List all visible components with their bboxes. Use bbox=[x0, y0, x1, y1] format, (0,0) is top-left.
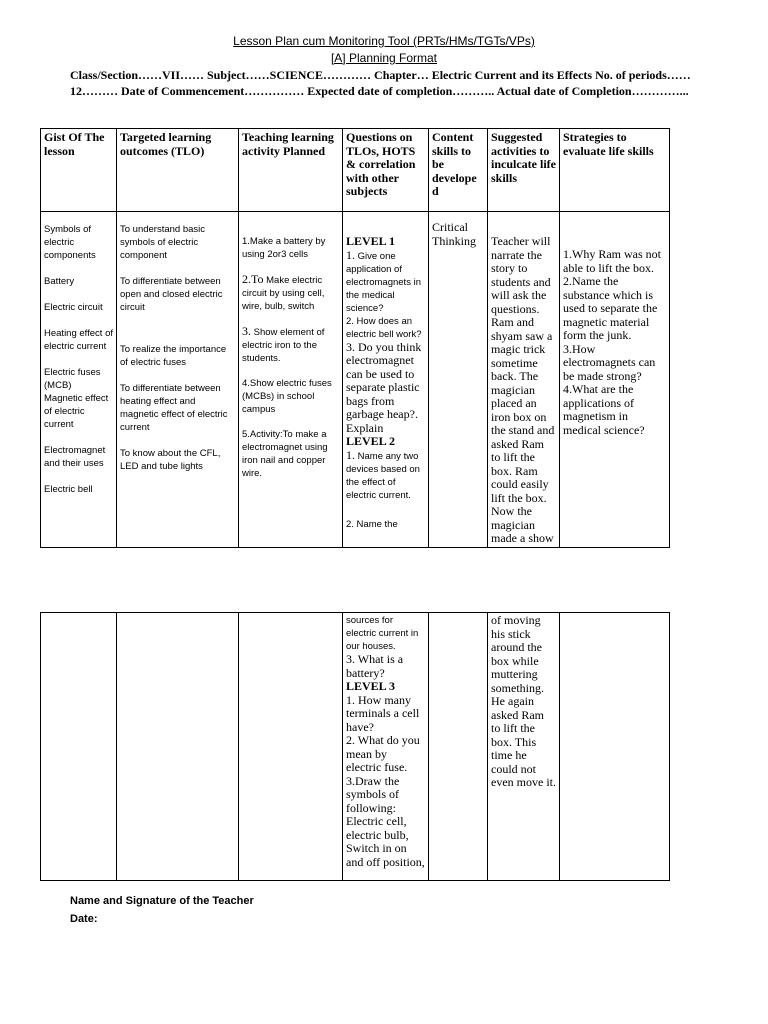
question-number: 1. bbox=[346, 247, 355, 262]
content-skills-cell bbox=[429, 212, 488, 548]
col-header-content-skills: Content skills to be develope d bbox=[429, 129, 488, 212]
table-row bbox=[41, 212, 670, 548]
level-heading: LEVEL 2 bbox=[346, 434, 396, 448]
suggested-activities-cell bbox=[488, 212, 560, 548]
strategies-cell bbox=[560, 212, 670, 548]
tlo-item: To differentiate between heating effect and magnetic effect of electric current bbox=[120, 383, 228, 433]
gist-item: Battery bbox=[44, 276, 75, 287]
tlo-item: To understand basic symbols of electric component bbox=[120, 224, 206, 261]
table-row bbox=[41, 613, 670, 881]
class-meta-line-1: Class/Section……VII…… Subject……SCIENCE………… Chapter… Electric Current and its Effects No. of periods…… bbox=[70, 68, 691, 82]
activity-item: 5.Activity:To make a electromagnet using iron nail and copper wire. bbox=[242, 429, 328, 479]
activity-item bbox=[242, 325, 339, 365]
question-text: Name any two devices based on the effect of electric current. bbox=[346, 450, 420, 501]
suggested-activity-text: Teacher will narrate the story to students and will ask the questions. Ram and shyam saw a magic trick sometime back. The magician placed an iron box on the stand and asked Ram to lift the box. Ram could easily lift the box. Now the magician made a show bbox=[491, 234, 555, 545]
question-item: 3. What is a battery? bbox=[346, 652, 404, 680]
question-item: 3.Draw the symbols of following: Electric cell, electric bulb, Switch in on and off position, bbox=[346, 773, 425, 869]
page-title: Lesson Plan cum Monitoring Tool (PRTs/HMs/TGTs/VPs) bbox=[233, 34, 535, 48]
class-meta-line-2: 12……… Date of Commencement…………… Expected date of completion……….. Actual date of Completion…………... bbox=[70, 84, 689, 98]
tlo-item: To know about the CFL, LED and tube lights bbox=[120, 448, 221, 472]
col-header-strategies: Strategies to evaluate life skills bbox=[560, 129, 670, 212]
activity-text: Show element of electric iron to the students. bbox=[242, 327, 325, 364]
gist-item: Magnetic effect of electric current bbox=[44, 393, 109, 430]
col-header-questions: Questions on TLOs, HOTS & correlation with other subjects bbox=[343, 129, 429, 212]
col-header-gist: Gist Of The lesson bbox=[41, 129, 117, 212]
date-label: Date: bbox=[70, 913, 98, 925]
question-number: 1. bbox=[346, 447, 355, 462]
tlo-cell bbox=[117, 212, 239, 548]
level-heading: LEVEL 3 bbox=[346, 679, 396, 693]
gist-item: Symbols of electric components bbox=[44, 224, 96, 261]
gist-cell-empty bbox=[41, 613, 117, 881]
question-item bbox=[346, 249, 425, 315]
col-header-suggested-activities: Suggested activities to inculcate life skills bbox=[488, 129, 560, 212]
col-header-tlo: Targeted learning outcomes (TLO) bbox=[117, 129, 239, 212]
question-item: sources for electric current in our houses. bbox=[346, 615, 419, 652]
table-header-row bbox=[41, 129, 670, 212]
content-skills-cell-empty bbox=[429, 613, 488, 881]
activity-item: 1.Make a battery by using 2or3 cells bbox=[242, 236, 326, 260]
tlo-item: To differentiate between open and closed electric circuit bbox=[120, 276, 223, 313]
teacher-signature-label: Name and Signature of the Teacher bbox=[70, 895, 254, 907]
activity-cell bbox=[239, 212, 343, 548]
activity-number: 2.To bbox=[242, 272, 264, 286]
activity-item: 4.Show electric fuses (MCBs) in school campus bbox=[242, 378, 332, 415]
lesson-plan-table-continued bbox=[40, 612, 670, 881]
question-text: Give one application of electromagnets in the medical science? bbox=[346, 250, 421, 314]
tlo-item: To realize the importance of electric fuses bbox=[120, 344, 227, 368]
question-item: 3. Do you think electromagnet can be used to separate plastic bags from garbage heap?. Explain bbox=[346, 339, 422, 435]
activity-cell-empty bbox=[239, 613, 343, 881]
lesson-plan-table bbox=[40, 128, 670, 548]
activity-text: Make electric circuit by using cell, wire, bulb, switch bbox=[242, 275, 325, 312]
question-item: 2. Name the bbox=[346, 518, 398, 530]
suggested-activity-text: of moving his stick around the box while muttering something. He again asked Ram to lift the box. This time he could not even move it. bbox=[491, 613, 556, 789]
question-item: 1. How many terminals a cell have? bbox=[346, 692, 420, 734]
activity-number: 3. bbox=[242, 324, 251, 338]
question-item: 2. How does an electric bell work? bbox=[346, 315, 422, 340]
gist-item: Heating effect of electric current bbox=[44, 328, 114, 352]
gist-item: Electric circuit bbox=[44, 302, 103, 313]
tlo-cell-empty bbox=[117, 613, 239, 881]
gist-item: Electromagnet and their uses bbox=[44, 445, 106, 469]
gist-cell bbox=[41, 212, 117, 548]
question-item: 2. What do you mean by electric fuse. bbox=[346, 733, 420, 774]
strategies-cell-empty bbox=[560, 613, 670, 881]
question-item bbox=[346, 449, 425, 502]
col-header-activity: Teaching learning activity Planned bbox=[239, 129, 343, 212]
activity-item bbox=[242, 273, 339, 313]
page-subtitle: [A] Planning Format bbox=[330, 51, 438, 65]
content-skill: Critical Thinking bbox=[432, 220, 476, 248]
strategies-text: 1.Why Ram was not able to lift the box. 2.Name the substance which is used to separate the magnetic material form the junk. 3.How electromagnets can be made strong? 4.What are the applications of magnetism in medical science? bbox=[563, 247, 661, 437]
questions-cell bbox=[343, 613, 429, 881]
questions-cell bbox=[343, 212, 429, 548]
gist-item: Electric bell bbox=[44, 484, 93, 495]
gist-item: Electric fuses (MCB) bbox=[44, 367, 101, 391]
level-heading: LEVEL 1 bbox=[346, 234, 396, 248]
suggested-activities-cell bbox=[488, 613, 560, 881]
